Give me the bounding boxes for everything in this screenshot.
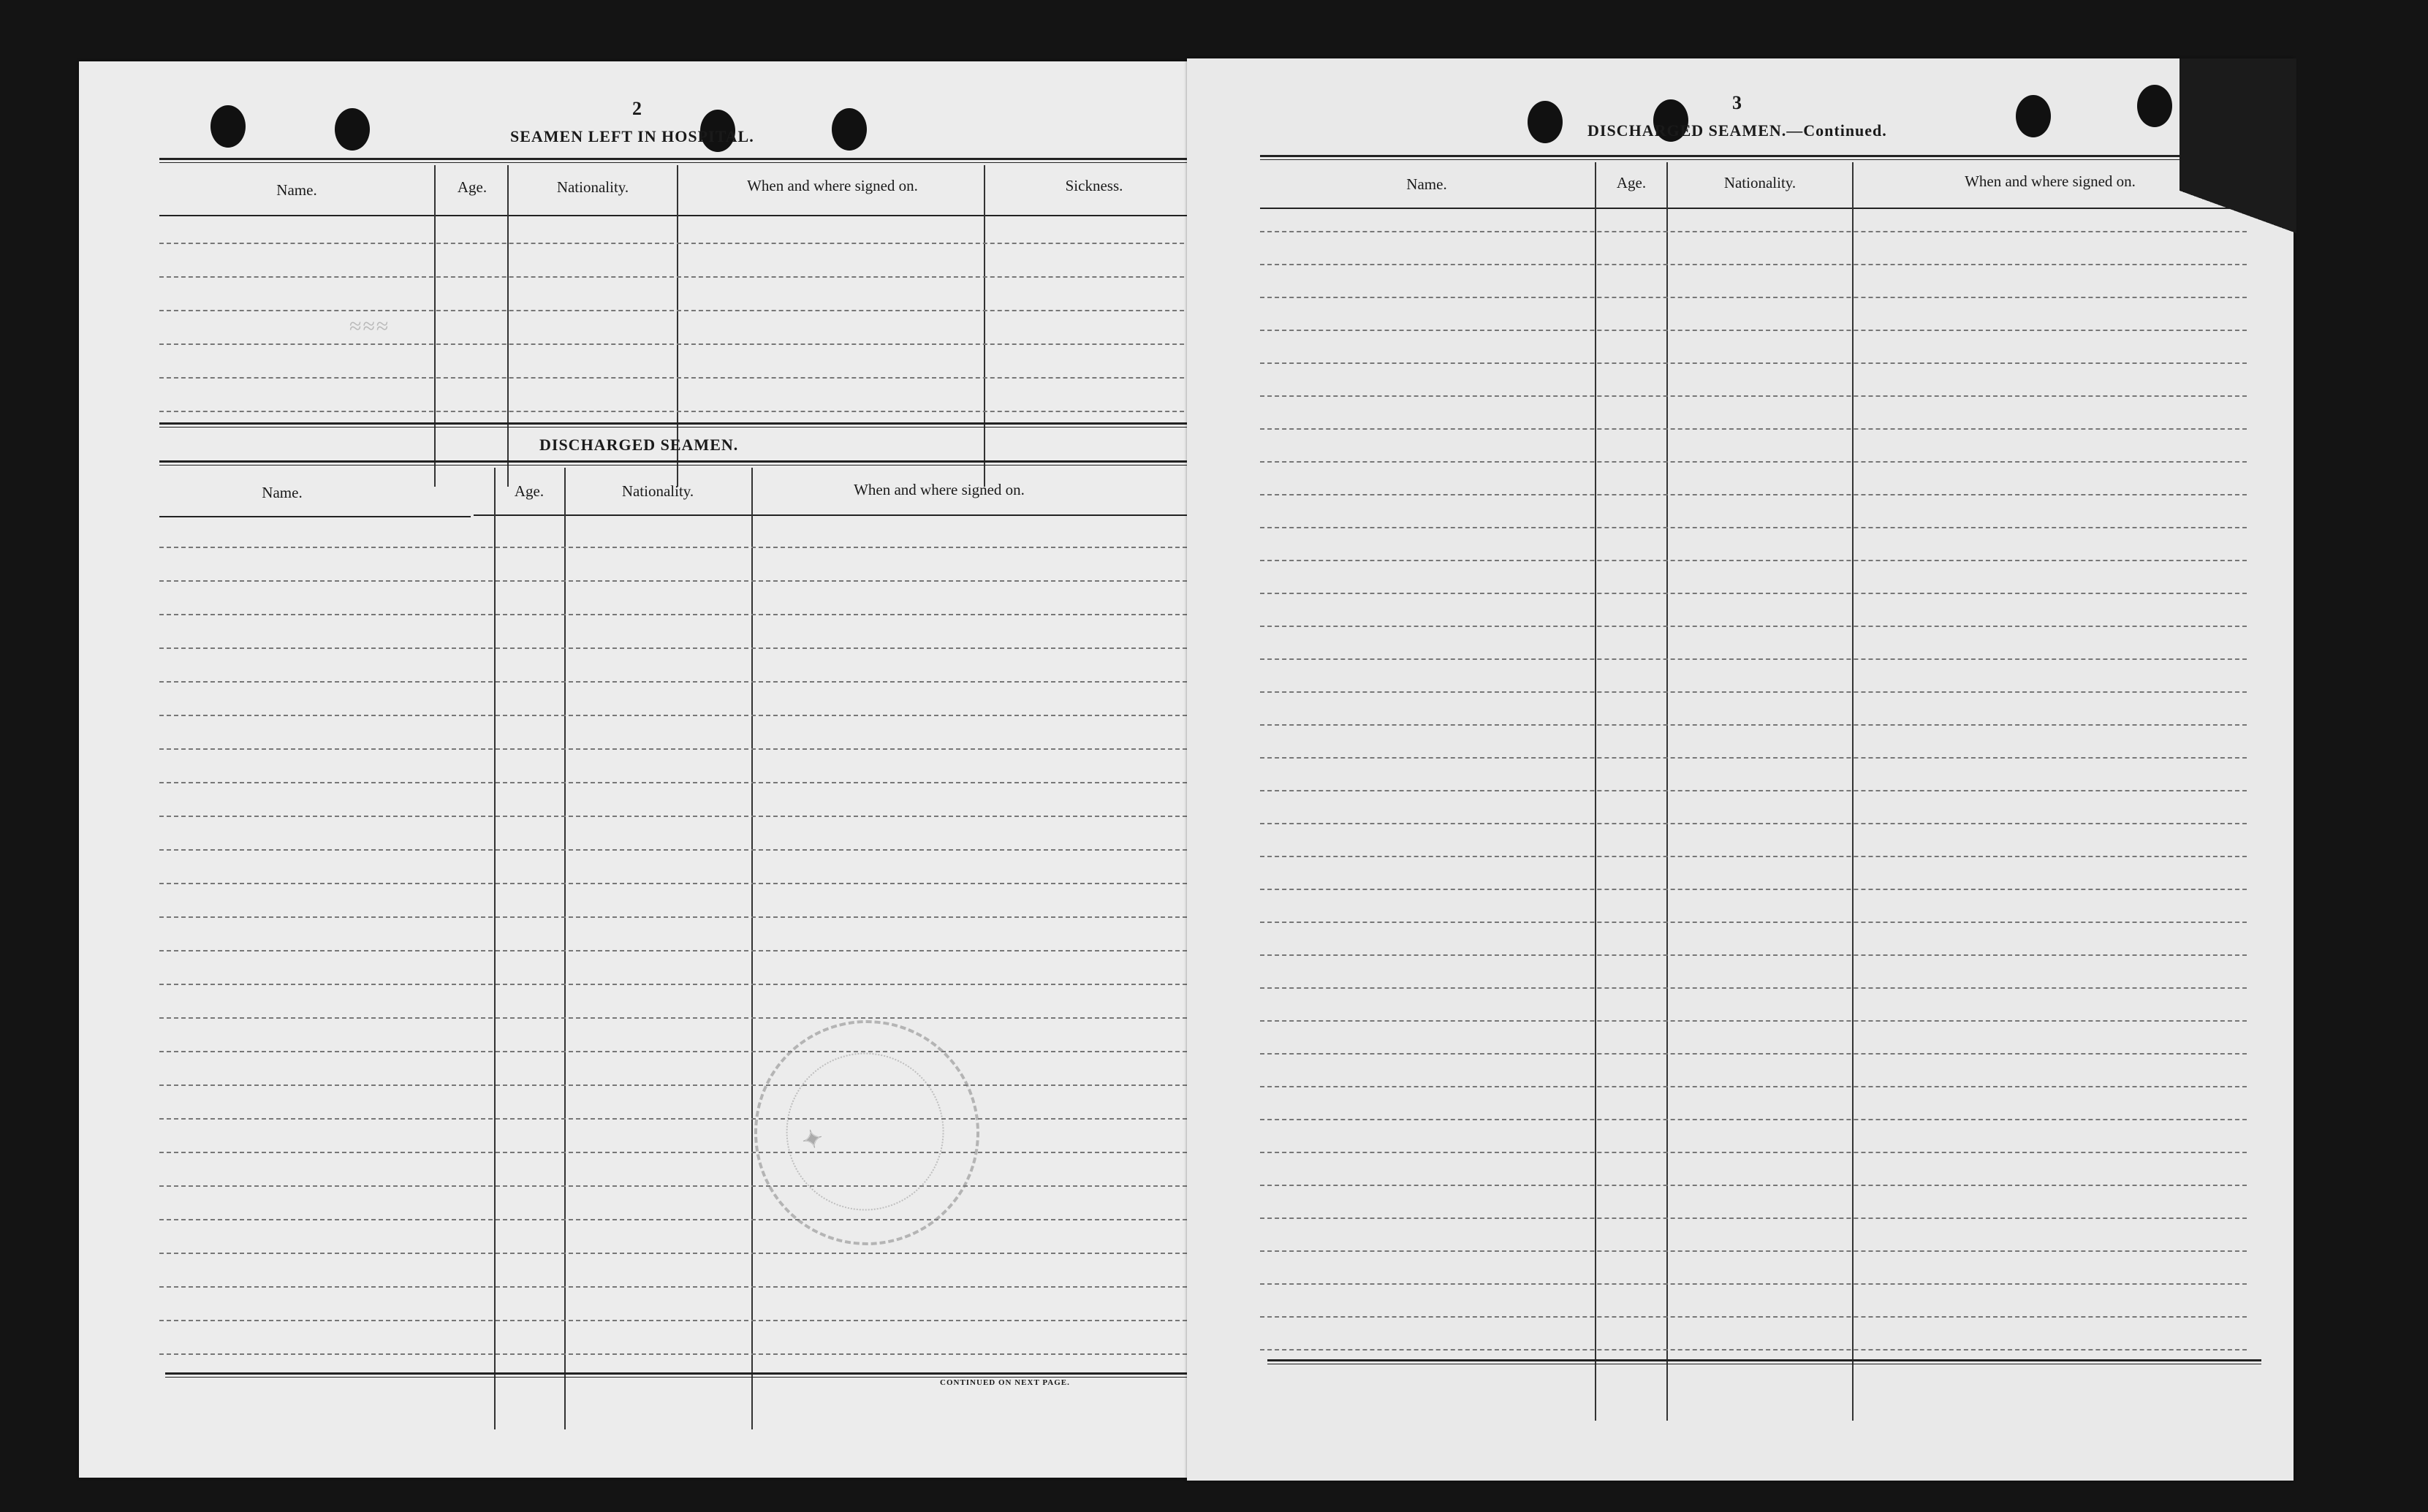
continued-note: CONTINUED ON NEXT PAGE.	[940, 1378, 1070, 1387]
rule	[159, 422, 1202, 428]
ruled-row-line	[159, 276, 1199, 278]
col-header-sickness: Sickness.	[1065, 177, 1123, 194]
ruled-row-line	[159, 1253, 1202, 1254]
ruled-row-line	[159, 243, 1199, 244]
ruled-row-line	[1260, 954, 2247, 956]
ruled-row-line	[159, 377, 1199, 379]
ruled-row-line	[159, 950, 1202, 951]
bottom-rule	[1267, 1359, 2261, 1364]
ruled-row-line	[159, 614, 1202, 615]
col-header-age: Age.	[514, 482, 545, 500]
ruled-row-line	[1260, 856, 2247, 857]
ruled-row-line	[159, 1051, 1202, 1052]
ruled-row-line	[159, 849, 1202, 851]
column-divider	[751, 468, 753, 1429]
ruled-row-line	[1260, 560, 2247, 561]
ruled-row-line	[1260, 1020, 2247, 1022]
punch-hole	[2137, 85, 2172, 127]
col-header-signed-on: When and where signed on.	[747, 177, 918, 194]
column-divider	[507, 165, 509, 487]
rule	[159, 460, 1202, 466]
ruled-row-line	[159, 1353, 1202, 1355]
ruled-row-line	[1260, 264, 2247, 265]
page-number-left: 2	[632, 98, 642, 119]
ruled-row-line	[1260, 494, 2247, 495]
ruled-row-line	[159, 1219, 1202, 1220]
ruled-row-line	[1260, 395, 2247, 397]
hospital-section-title: SEAMEN LEFT IN HOSPITAL.	[510, 127, 754, 145]
header-rule	[159, 215, 1199, 216]
ruled-row-line	[1260, 1152, 2247, 1153]
col-header-signed-on: When and where signed on.	[1965, 172, 2136, 190]
punch-hole	[832, 108, 867, 151]
ruled-row-line	[1260, 428, 2247, 430]
ruled-row-line	[159, 1118, 1202, 1120]
ruled-row-line	[159, 816, 1202, 817]
column-divider	[434, 165, 436, 487]
ruled-row-line	[159, 681, 1202, 683]
col-header-nationality: Nationality.	[1723, 174, 1797, 191]
page-number-right: 3	[1732, 92, 1742, 113]
punch-hole	[1528, 101, 1563, 143]
ruled-row-line	[159, 916, 1202, 918]
col-header-nationality: Nationality.	[556, 178, 629, 196]
ruled-row-line	[1260, 658, 2247, 660]
right-page	[1187, 58, 2294, 1481]
ruled-row-line	[1260, 330, 2247, 331]
header-rule	[159, 516, 471, 517]
rule	[159, 158, 1199, 163]
punch-hole	[210, 105, 246, 148]
ruled-row-line	[1260, 362, 2247, 364]
ruled-row-line	[1260, 1316, 2247, 1318]
bottom-rule	[165, 1372, 1212, 1378]
column-divider	[984, 165, 985, 487]
ruled-row-line	[159, 782, 1202, 783]
col-header-age: Age.	[457, 178, 488, 196]
ruled-row-line	[159, 748, 1202, 750]
ruled-row-line	[1260, 1217, 2247, 1219]
ruled-row-line	[159, 1320, 1202, 1321]
col-header-age: Age.	[1616, 174, 1647, 191]
ruled-row-line	[1260, 297, 2247, 298]
ruled-row-line	[1260, 757, 2247, 759]
ruled-row-line	[159, 1286, 1202, 1288]
col-header-signed-on: When and where signed on.	[854, 481, 1025, 498]
ruled-row-line	[1260, 1119, 2247, 1120]
ruled-row-line	[159, 984, 1202, 985]
discharged-continued-title: DISCHARGED SEAMEN.—Continued.	[1587, 121, 1887, 140]
punch-hole	[335, 108, 370, 151]
left-page	[79, 61, 1187, 1478]
bleed-through-mark: ≈≈≈	[349, 314, 390, 338]
ruled-row-line	[1260, 1086, 2247, 1087]
ruled-row-line	[159, 547, 1202, 548]
ruled-row-line	[1260, 724, 2247, 726]
column-divider	[494, 468, 496, 1429]
ruled-row-line	[1260, 527, 2247, 528]
ruled-row-line	[1260, 922, 2247, 923]
ruled-row-line	[159, 1084, 1202, 1086]
header-rule	[474, 514, 1202, 516]
ruled-row-line	[1260, 987, 2247, 989]
ruled-row-line	[1260, 1053, 2247, 1055]
ruled-row-line	[159, 1185, 1202, 1187]
ruled-row-line	[1260, 626, 2247, 627]
ruled-row-line	[159, 310, 1199, 311]
circular-stamp: ✦	[730, 996, 1003, 1269]
column-divider	[1852, 162, 1854, 1421]
ruled-row-line	[159, 883, 1202, 884]
ruled-row-line	[1260, 1185, 2247, 1186]
ruled-row-line	[1260, 1349, 2247, 1350]
ruled-row-line	[159, 343, 1199, 345]
col-header-name: Name.	[276, 181, 317, 199]
column-divider	[564, 468, 566, 1429]
ruled-row-line	[159, 647, 1202, 649]
column-divider	[1666, 162, 1668, 1421]
ruled-row-line	[159, 1152, 1202, 1153]
ruled-row-line	[1260, 1250, 2247, 1252]
col-header-name: Name.	[262, 484, 303, 501]
rule	[1260, 155, 2266, 160]
ruled-row-line	[159, 580, 1202, 582]
ruled-row-line	[1260, 593, 2247, 594]
ruled-row-line	[1260, 790, 2247, 791]
ruled-row-line	[1260, 231, 2247, 232]
col-header-name: Name.	[1406, 175, 1447, 193]
ruled-row-line	[159, 411, 1199, 412]
column-divider	[1595, 162, 1596, 1421]
ruled-row-line	[1260, 823, 2247, 824]
ruled-row-line	[1260, 1283, 2247, 1285]
ruled-row-line	[159, 1017, 1202, 1019]
ruled-row-line	[1260, 691, 2247, 693]
ruled-row-line	[1260, 461, 2247, 463]
ruled-row-line	[1260, 889, 2247, 890]
col-header-nationality: Nationality.	[621, 482, 694, 500]
header-rule	[1260, 208, 2247, 209]
discharged-section-title: DISCHARGED SEAMEN.	[539, 436, 739, 454]
punch-hole	[2016, 95, 2051, 137]
ruled-row-line	[159, 715, 1202, 716]
